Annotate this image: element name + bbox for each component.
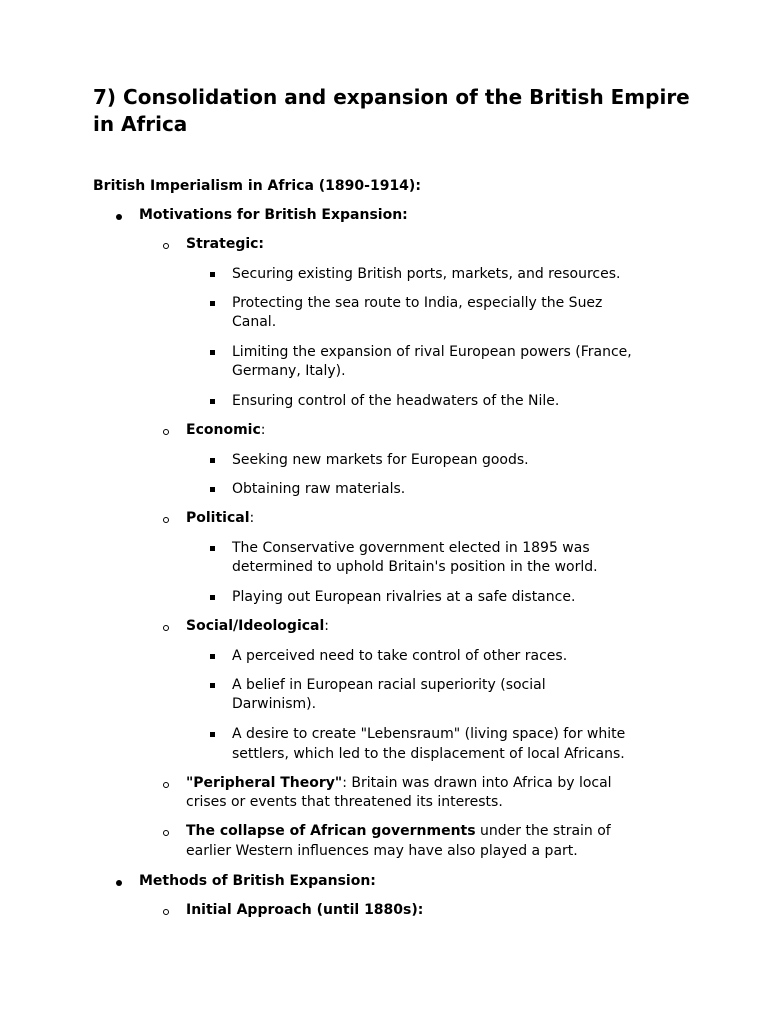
list-item-continuation: Germany, Italy). bbox=[232, 363, 346, 379]
page-title: 7) Consolidation and expansion of the British Empire in Africa bbox=[93, 85, 690, 136]
bullet-square bbox=[210, 301, 215, 306]
collapse-continuation: earlier Western influences may have also played a part. bbox=[186, 843, 578, 859]
list-item-continuation: determined to uphold Britain's position in the world. bbox=[232, 559, 598, 575]
list-item: A belief in European racial superiority (social bbox=[232, 677, 546, 693]
list-item-continuation: Darwinism). bbox=[232, 696, 317, 712]
list-item: The Conservative government elected in 1895 was bbox=[232, 540, 590, 556]
list-item: Limiting the expansion of rival European powers (France, bbox=[232, 344, 632, 360]
list-item: A perceived need to take control of other races. bbox=[232, 648, 568, 664]
bullet-square bbox=[210, 654, 215, 659]
list-item: Protecting the sea route to India, especially the Suez bbox=[232, 295, 603, 311]
section-heading: British Imperialism in Africa (1890-1914): bbox=[93, 178, 421, 194]
bullet-circle bbox=[163, 830, 169, 836]
colon: : bbox=[260, 422, 266, 438]
bullet-circle bbox=[163, 625, 169, 631]
bullet-disc bbox=[116, 880, 122, 886]
economic-label: Economic bbox=[186, 422, 261, 438]
social-label: Social/Ideological bbox=[186, 618, 325, 634]
bullet-disc bbox=[116, 214, 122, 220]
bullet-square bbox=[210, 683, 215, 688]
bullet-square bbox=[210, 595, 215, 600]
list-item: Obtaining raw materials. bbox=[232, 481, 406, 497]
social-heading bbox=[186, 617, 329, 637]
economic-heading bbox=[186, 421, 265, 441]
collapse-line bbox=[186, 822, 611, 842]
bullet-circle bbox=[163, 517, 169, 523]
motivations-heading: Motivations for British Expansion: bbox=[139, 207, 408, 223]
bullet-square bbox=[210, 458, 215, 463]
bullet-square bbox=[210, 399, 215, 404]
bullet-square bbox=[210, 546, 215, 551]
political-label: Political bbox=[186, 510, 250, 526]
list-item: Ensuring control of the headwaters of the Nile. bbox=[232, 393, 560, 409]
methods-heading: Methods of British Expansion: bbox=[139, 873, 376, 889]
list-item-continuation: settlers, which led to the displacement of local Africans. bbox=[232, 746, 625, 762]
peripheral-label: "Peripheral Theory" bbox=[186, 775, 343, 791]
initial-approach-heading: Initial Approach (until 1880s): bbox=[186, 902, 424, 918]
colon: : bbox=[249, 510, 255, 526]
political-heading bbox=[186, 509, 254, 529]
list-item: Securing existing British ports, markets, and resources. bbox=[232, 266, 621, 282]
bullet-square bbox=[210, 272, 215, 277]
bullet-square bbox=[210, 487, 215, 492]
collapse-text: under the strain of bbox=[475, 823, 611, 839]
bullet-circle bbox=[163, 243, 169, 249]
list-item: Seeking new markets for European goods. bbox=[232, 452, 529, 468]
list-item-continuation: Canal. bbox=[232, 314, 277, 330]
collapse-label: The collapse of African governments bbox=[186, 823, 476, 839]
list-item: A desire to create "Lebensraum" (living space) for white bbox=[232, 726, 626, 742]
bullet-circle bbox=[163, 909, 169, 915]
list-item: Playing out European rivalries at a safe distance. bbox=[232, 589, 576, 605]
bullet-square bbox=[210, 350, 215, 355]
strategic-heading: Strategic: bbox=[186, 236, 265, 252]
bullet-square bbox=[210, 732, 215, 737]
peripheral-theory-line bbox=[186, 774, 612, 794]
colon: : bbox=[324, 618, 330, 634]
peripheral-text: : Britain was drawn into Africa by local bbox=[342, 775, 612, 791]
bullet-circle bbox=[163, 782, 169, 788]
peripheral-continuation: crises or events that threatened its interests. bbox=[186, 794, 503, 810]
bullet-circle bbox=[163, 429, 169, 435]
